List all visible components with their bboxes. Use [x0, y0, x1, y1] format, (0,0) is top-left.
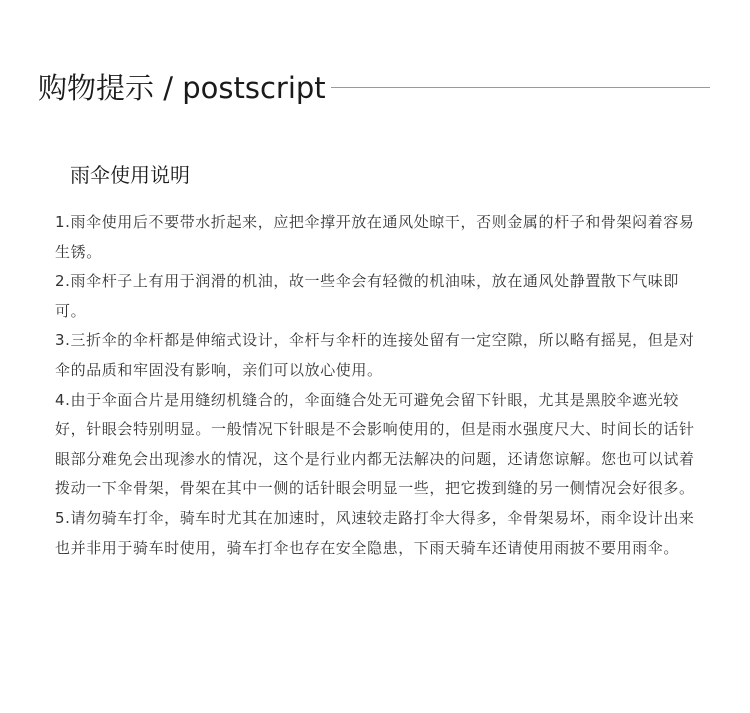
header-divider [331, 87, 710, 88]
note-item-1: 1.雨伞使用后不要带水折起来，应把伞撑开放在通风处晾干，否则金属的杆子和骨架闷着容易生锈。 [55, 213, 695, 261]
usage-notes [55, 208, 700, 563]
page-title: 购物提示 / postscript [38, 71, 326, 105]
note-item-2: 2.雨伞杆子上有用于润滑的机油，故一些伞会有轻微的机油味，放在通风处静置散下气味即可。 [55, 272, 679, 320]
note-item-3: 3.三折伞的伞杆都是伸缩式设计，伞杆与伞杆的连接处留有一定空隙，所以略有摇晃，但是对伞的品质和牢固没有影响，亲们可以放心使用。 [55, 331, 695, 379]
note-item-5: 5.请勿骑车打伞，骑车时尤其在加速时，风速较走路打伞大得多，伞骨架易坏，雨伞设计出来也并非用于骑车时使用，骑车打伞也存在安全隐患，下雨天骑车还请使用雨披不要用雨伞。 [55, 508, 695, 557]
page-header [38, 68, 710, 108]
note-item-4: 4.由于伞面合片是用缝纫机缝合的，伞面缝合处无可避免会留下针眼，尤其是黑胶伞遮光较好，针眼会特别明显。一般情况下针眼是不会影响使用的，但是雨水强度尺大、时间长的话针眼部分难免会出现渗水的情况，这个是行业内都无法解决的问题，还请您谅解。您也可以试着拨动一下伞骨架，骨架在其中一侧的话针眼会明显一些，把它拨到缝的另一侧情况会好很多。 [55, 390, 695, 498]
section-title: 雨伞使用说明 [70, 163, 190, 187]
